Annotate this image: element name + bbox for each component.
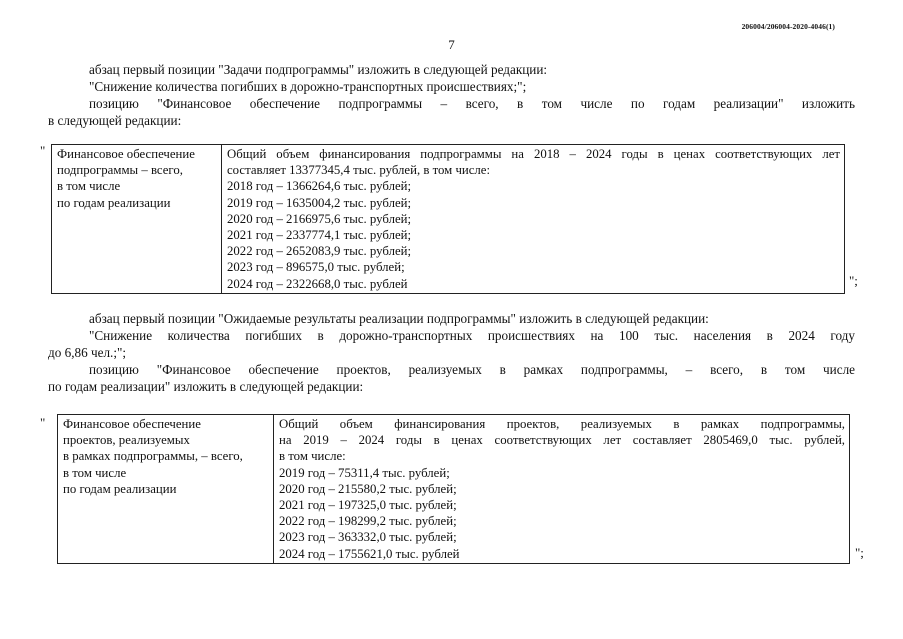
intro-line: Общий объем финансирования подпрограммы на 2018 – 2024 годы в ценах соответствующих лет bbox=[227, 147, 840, 161]
year-line: 2019 год – 75311,4 тыс. рублей; bbox=[279, 465, 450, 480]
label-line: в рамках подпрограммы, – всего, bbox=[63, 449, 243, 464]
close-quote: "; bbox=[855, 545, 864, 560]
paragraph-line: позицию "Финансовое обеспечение подпрограммы – всего, в том числе по годам реализации" изложить bbox=[89, 96, 855, 111]
intro-line: Общий объем финансирования проектов, реализуемых в рамках подпрограммы, bbox=[279, 417, 845, 431]
page-number: 7 bbox=[448, 37, 455, 52]
year-line: 2024 год – 2322668,0 тыс. рублей bbox=[227, 276, 408, 291]
intro-line: в том числе: bbox=[279, 449, 346, 464]
year-line: 2019 год – 1635004,2 тыс. рублей; bbox=[227, 195, 412, 210]
paragraph-line: позицию "Финансовое обеспечение проектов, реализуемых в рамках подпрограммы, – всего, в том числе bbox=[89, 362, 855, 377]
paragraph-line: "Снижение количества погибших в дорожно-транспортных происшествиях на 100 тыс. населения в 2024 году bbox=[89, 328, 855, 343]
financing-table-1 bbox=[51, 144, 845, 294]
year-line: 2023 год – 363332,0 тыс. рублей; bbox=[279, 530, 457, 545]
label-line: подпрограммы – всего, bbox=[57, 163, 183, 178]
label-line: в том числе bbox=[57, 179, 121, 194]
table-label-cell bbox=[58, 415, 274, 564]
year-line: 2018 год – 1366264,6 тыс. рублей; bbox=[227, 179, 412, 194]
intro-line: составляет 13377345,4 тыс. рублей, в том числе: bbox=[227, 163, 491, 178]
paragraph-line: "Снижение количества погибших в дорожно-транспортных происшествиях;"; bbox=[89, 79, 527, 94]
label-line: Финансовое обеспечение bbox=[63, 417, 201, 431]
paragraph-line: по годам реализации" изложить в следующей редакции: bbox=[48, 379, 364, 394]
year-line: 2021 год – 2337774,1 тыс. рублей; bbox=[227, 228, 412, 243]
document-id: 206004/206004-2020-4046(1) bbox=[741, 22, 835, 31]
close-quote: "; bbox=[849, 273, 858, 288]
year-line: 2022 год – 198299,2 тыс. рублей; bbox=[279, 514, 457, 529]
label-line: проектов, реализуемых bbox=[63, 433, 190, 448]
paragraph-line: абзац первый позиции "Задачи подпрограммы" изложить в следующей редакции: bbox=[89, 62, 548, 77]
paragraph-line: в следующей редакции: bbox=[48, 113, 182, 128]
open-quote: " bbox=[40, 415, 46, 430]
year-line: 2021 год – 197325,0 тыс. рублей; bbox=[279, 498, 457, 513]
label-line: в том числе bbox=[63, 465, 127, 480]
paragraph-line: абзац первый позиции "Ожидаемые результаты реализации подпрограммы" изложить в следующей редакции: bbox=[89, 311, 709, 326]
table-label-cell bbox=[52, 145, 222, 294]
table-value-cell bbox=[222, 145, 845, 294]
table-value-cell bbox=[274, 415, 850, 564]
paragraph-line: до 6,86 чел.;"; bbox=[48, 345, 127, 360]
year-line: 2020 год – 2166975,6 тыс. рублей; bbox=[227, 211, 412, 226]
label-line: Финансовое обеспечение bbox=[57, 147, 195, 161]
label-line: по годам реализации bbox=[57, 195, 171, 210]
year-line: 2023 год – 896575,0 тыс. рублей; bbox=[227, 260, 405, 275]
year-line: 2020 год – 215580,2 тыс. рублей; bbox=[279, 481, 457, 496]
open-quote: " bbox=[40, 143, 46, 158]
year-line: 2022 год – 2652083,9 тыс. рублей; bbox=[227, 244, 412, 259]
intro-line: на 2019 – 2024 годы в ценах соответствующих лет составляет 2805469,0 тыс. рублей, bbox=[279, 433, 845, 448]
label-line: по годам реализации bbox=[63, 481, 177, 496]
financing-table-2 bbox=[57, 414, 850, 564]
year-line: 2024 год – 1755621,0 тыс. рублей bbox=[279, 546, 460, 561]
